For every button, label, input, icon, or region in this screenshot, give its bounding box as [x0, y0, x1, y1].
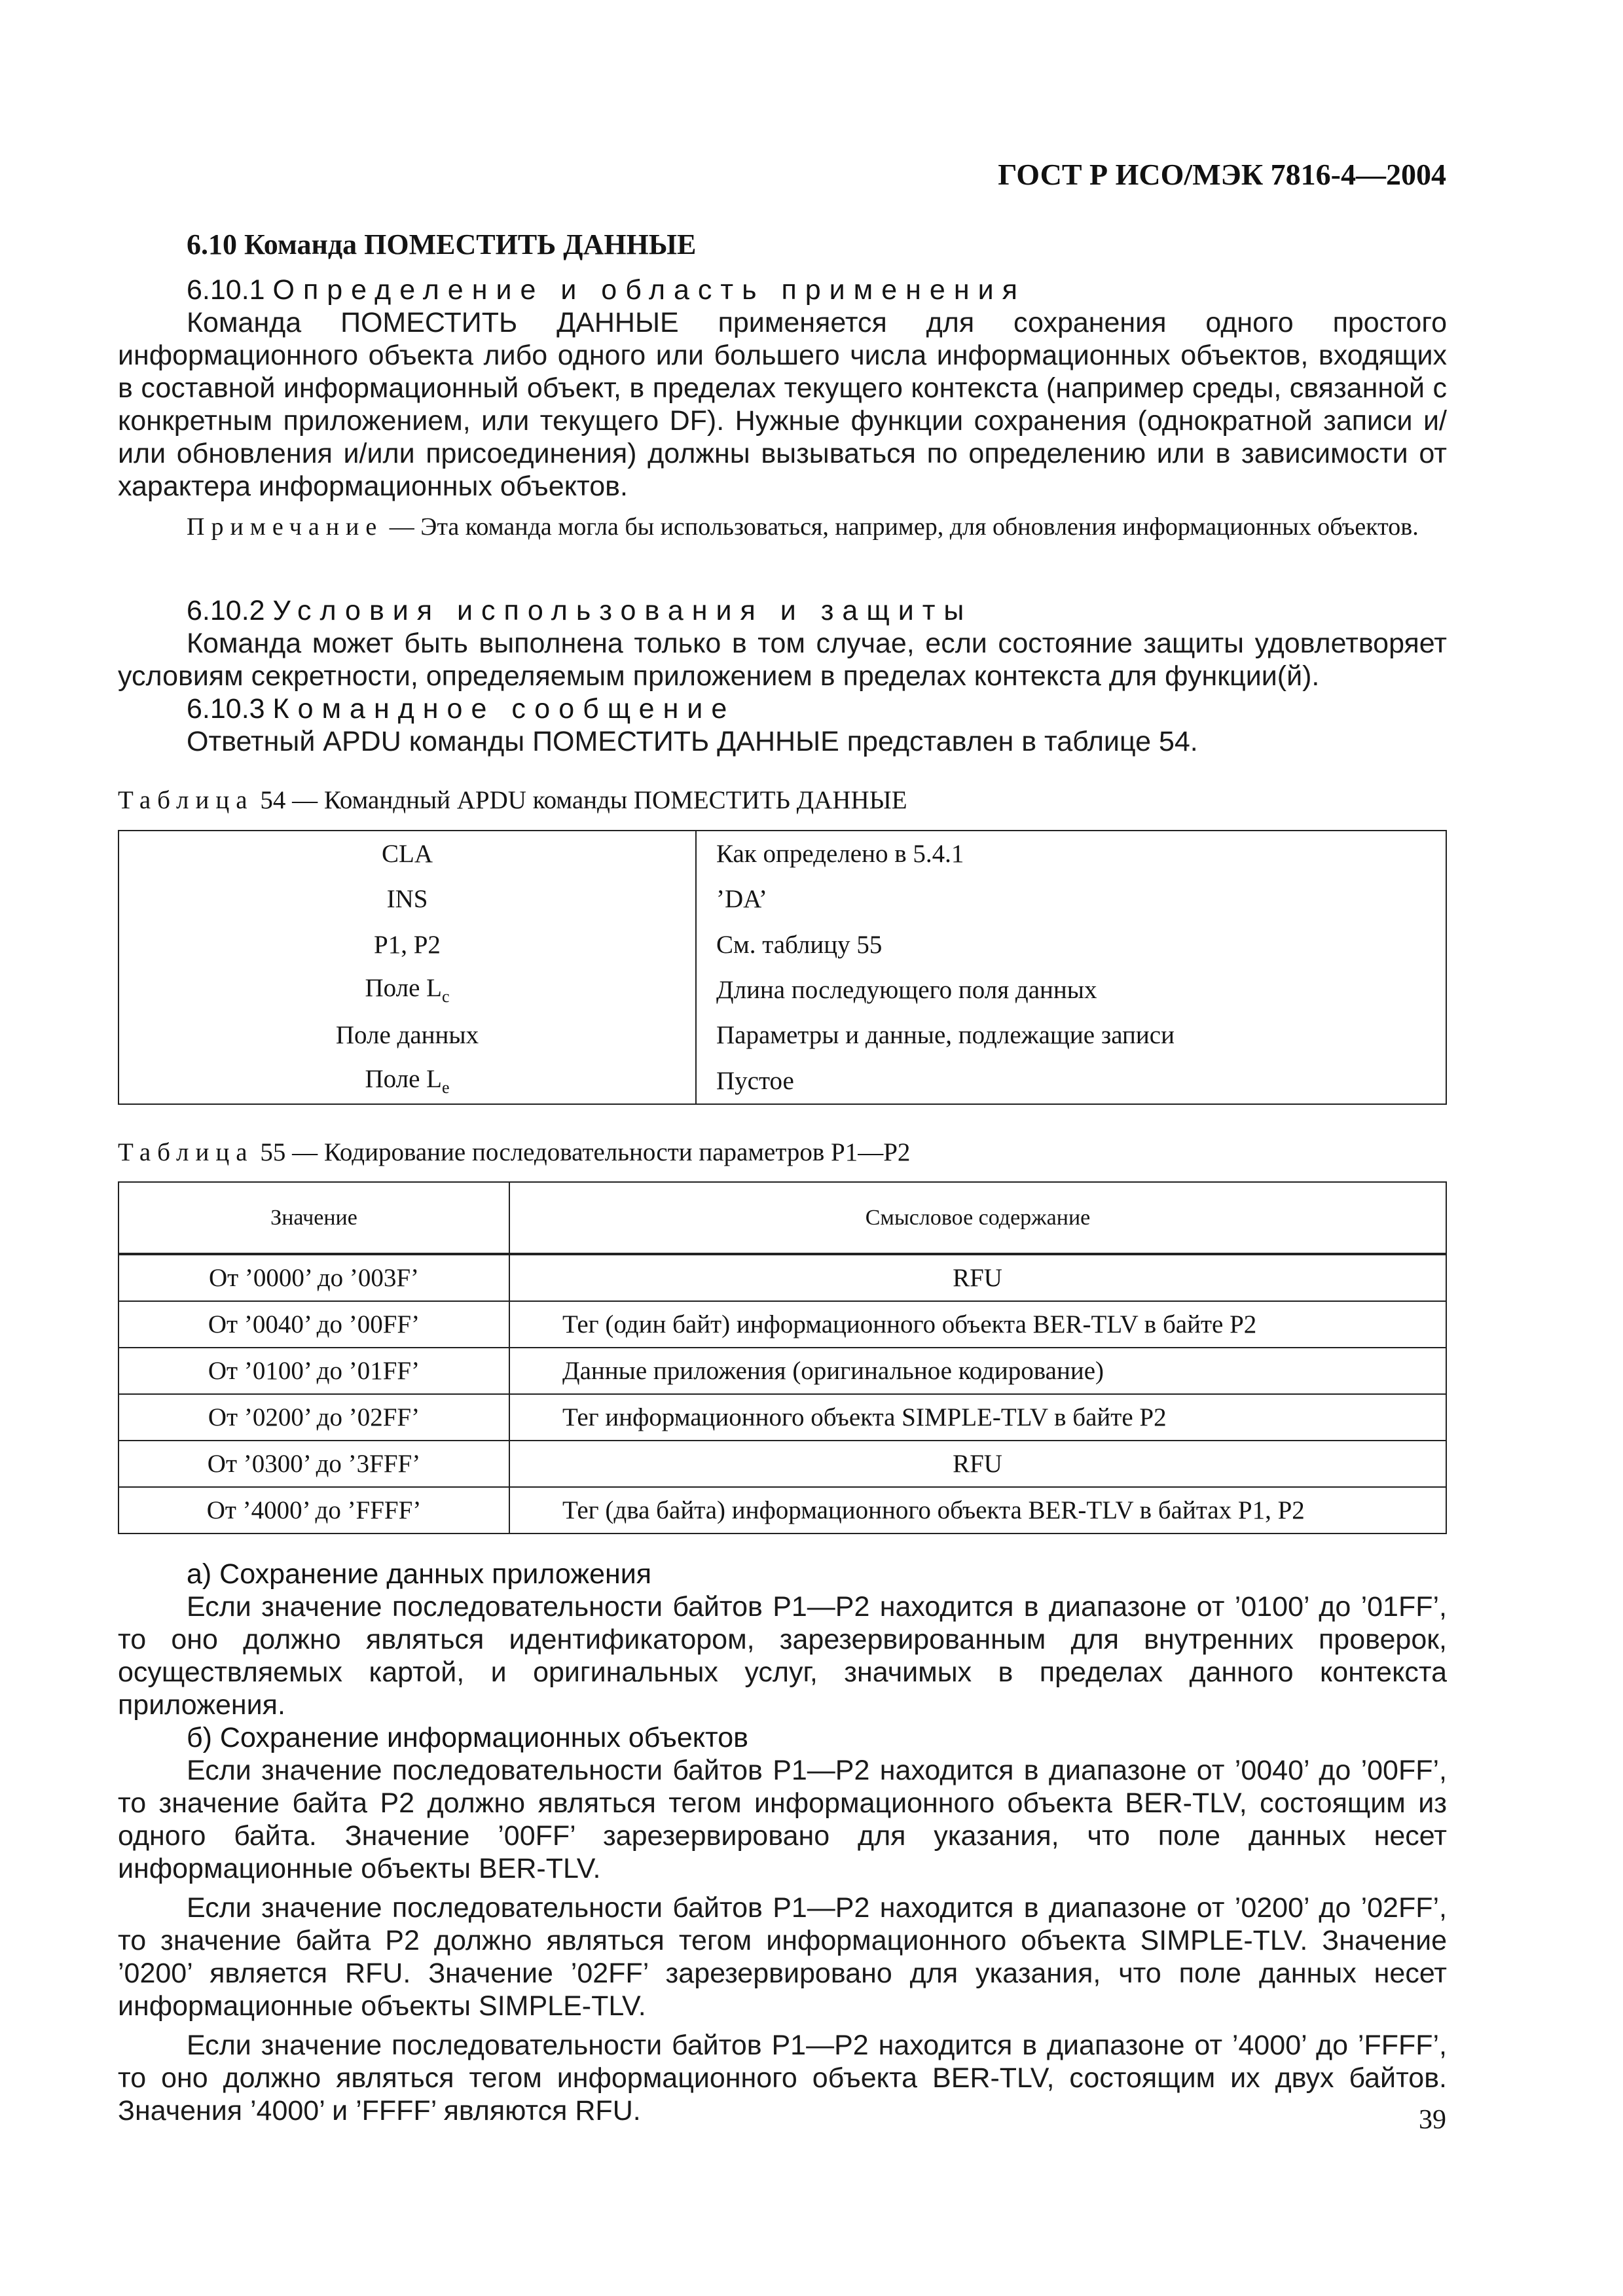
- table-cell: CLA: [119, 831, 696, 876]
- table-cell: От ’0100’ до ’01FF’: [119, 1348, 509, 1394]
- table-row: [119, 1058, 1446, 1104]
- table-row: [119, 1301, 1446, 1348]
- caption-label: Таблица: [118, 1138, 254, 1166]
- items-section: [118, 1558, 1447, 2127]
- paragraph: Если значение последовательности байтов P1—P2 находится в диапазоне от ’0100’ до ’01FF’, то оно должно являться идентификатором, зарезервированным для внутренних проверок, осуществляемых картой, и оригинальных услуг, значимых в пределах данного контекста приложения.: [118, 1591, 1447, 1721]
- subsection-heading: [118, 274, 1447, 306]
- table-cell: Как определено в 5.4.1: [716, 840, 964, 869]
- subscript: e: [441, 1077, 450, 1097]
- subsection-title: Условия использования и защиты: [272, 595, 973, 626]
- table-cell: [119, 1058, 696, 1104]
- note: [118, 512, 1447, 542]
- page-number: 39: [1419, 2105, 1446, 2135]
- table-54: [118, 830, 1447, 1105]
- subscript: c: [441, 987, 450, 1007]
- table-row: [119, 922, 1446, 967]
- subsection-number: 6.10.1: [187, 274, 265, 306]
- table-row: [119, 1348, 1446, 1394]
- table-cell: От ’0300’ до ’3FFF’: [119, 1441, 509, 1487]
- table-cell: От ’0040’ до ’00FF’: [119, 1301, 509, 1348]
- cell-text: Поле L: [365, 974, 442, 1003]
- table-cell: От ’0000’ до ’003F’: [119, 1254, 509, 1301]
- subsection-heading: [118, 692, 1447, 725]
- table-row: [119, 1013, 1446, 1058]
- subsection-title: Командное сообщение: [272, 693, 736, 725]
- table-55-caption: [118, 1138, 910, 1167]
- table-cell: Тег информационного объекта SIMPLE-TLV в байте P2: [509, 1394, 1446, 1441]
- paragraph: Если значение последовательности байтов P1—P2 находится в диапазоне от ’4000’ до ’FFFF’, то оно должно являться тегом информационного объекта BER-TLV, состоящим их двух байтов. Значения ’4000’ и ’FFFF’ являются RFU.: [118, 2030, 1447, 2126]
- table-cell: Поле данных: [119, 1013, 696, 1058]
- table-row: [119, 1441, 1446, 1487]
- table-header-row: [119, 1182, 1446, 1254]
- paragraph: Команда ПОМЕСТИТЬ ДАННЫЕ применяется для сохранения одного простого информационного объекта либо одного или большего числа информационных объектов, входящих в составной информационный объект, в пределах текущего контекста (например среды, связанной с конкретным приложением, или текущего DF). Нужные функции сохранения (однократной записи и/или обновления и/или присоединения) должны вызываться по определению или в зависимости от характера информационных объектов.: [118, 307, 1447, 502]
- table-cell: RFU: [509, 1254, 1446, 1301]
- table-row: [119, 967, 1446, 1013]
- table-row: [119, 1394, 1446, 1441]
- table-cell: ’DA’: [716, 885, 767, 914]
- paragraph: Если значение последовательности байтов P1—P2 находится в диапазоне от ’0200’ до ’02FF’, то значение байта P2 должно являться тегом информационного объекта SIMPLE-TLV. Значение ’0200’ является RFU. Значение ’02FF’ зарезервировано для указания, что поле данных несет информационные объекты SIMPLE-TLV.: [118, 1892, 1447, 2022]
- table-cell: См. таблицу 55: [716, 930, 883, 959]
- subsection-title: Определение и область применения: [272, 274, 1026, 306]
- table-55: [118, 1181, 1447, 1534]
- caption-text: 54 — Командный APDU команды ПОМЕСТИТЬ ДАННЫЕ: [260, 786, 907, 814]
- table-cell: Параметры и данные, подлежащие записи: [716, 1021, 1175, 1050]
- table-cell: Данные приложения (оригинальное кодирование): [509, 1348, 1446, 1394]
- subsection-6-10-3: [118, 692, 1447, 758]
- item-b-title: б) Сохранение информационных объектов: [187, 1722, 749, 1753]
- subsection-6-10-1: [118, 274, 1447, 542]
- subsection-number: 6.10.2: [187, 595, 265, 626]
- table-cell: Тег (один байт) информационного объекта BER-TLV в байте P2: [509, 1301, 1446, 1348]
- paragraph: Команда может быть выполнена только в том случае, если состояние защиты удовлетворяет условиям секретности, определяемым приложением в пределах контекста для функции(й).: [118, 628, 1447, 692]
- subsection-heading: [118, 594, 1447, 627]
- table-cell: INS: [119, 876, 696, 922]
- table-cell: От ’4000’ до ’FFFF’: [119, 1487, 509, 1534]
- table-cell: [119, 967, 696, 1013]
- table-row: [119, 1254, 1446, 1301]
- column-header: Смысловое содержание: [509, 1182, 1446, 1254]
- caption-text: 55 — Кодирование последовательности параметров P1—P2: [260, 1138, 911, 1166]
- table-cell: Тег (два байта) информационного объекта BER-TLV в байтах P1, P2: [509, 1487, 1446, 1534]
- standard-header: ГОСТ Р ИСО/МЭК 7816-4—2004: [998, 158, 1446, 191]
- table-row: [119, 876, 1446, 922]
- item-a-title: а) Сохранение данных приложения: [187, 1558, 652, 1590]
- table-row: [119, 1487, 1446, 1534]
- section-title: 6.10 Команда ПОМЕСТИТЬ ДАННЫЕ: [187, 228, 697, 260]
- table-row: [119, 831, 1446, 876]
- caption-label: Таблица: [118, 786, 254, 814]
- paragraph: Если значение последовательности байтов P1—P2 находится в диапазоне от ’0040’ до ’00FF’, то значение байта P2 должно являться тегом информационного объекта BER-TLV, состоящим из одного байта. Значение ’00FF’ зарезервировано для указания, что поле данных несет информационные объекты BER-TLV.: [118, 1755, 1447, 1884]
- table-54-caption: [118, 785, 907, 815]
- column-header: Значение: [119, 1182, 509, 1254]
- table-cell: RFU: [509, 1441, 1446, 1487]
- table-cell: Длина последующего поля данных: [716, 976, 1097, 1005]
- subsection-number: 6.10.3: [187, 693, 265, 725]
- cell-text: Поле L: [365, 1064, 442, 1093]
- table-cell: От ’0200’ до ’02FF’: [119, 1394, 509, 1441]
- table-cell: P1, P2: [119, 922, 696, 967]
- note-label: Примечание: [187, 513, 384, 541]
- table-cell: Пустое: [716, 1066, 794, 1095]
- note-text: — Эта команда могла бы использоваться, например, для обновления информационных объектов.: [383, 513, 1419, 541]
- paragraph: Ответный APDU команды ПОМЕСТИТЬ ДАННЫЕ представлен в таблице 54.: [187, 726, 1198, 757]
- subsection-6-10-2: [118, 594, 1447, 692]
